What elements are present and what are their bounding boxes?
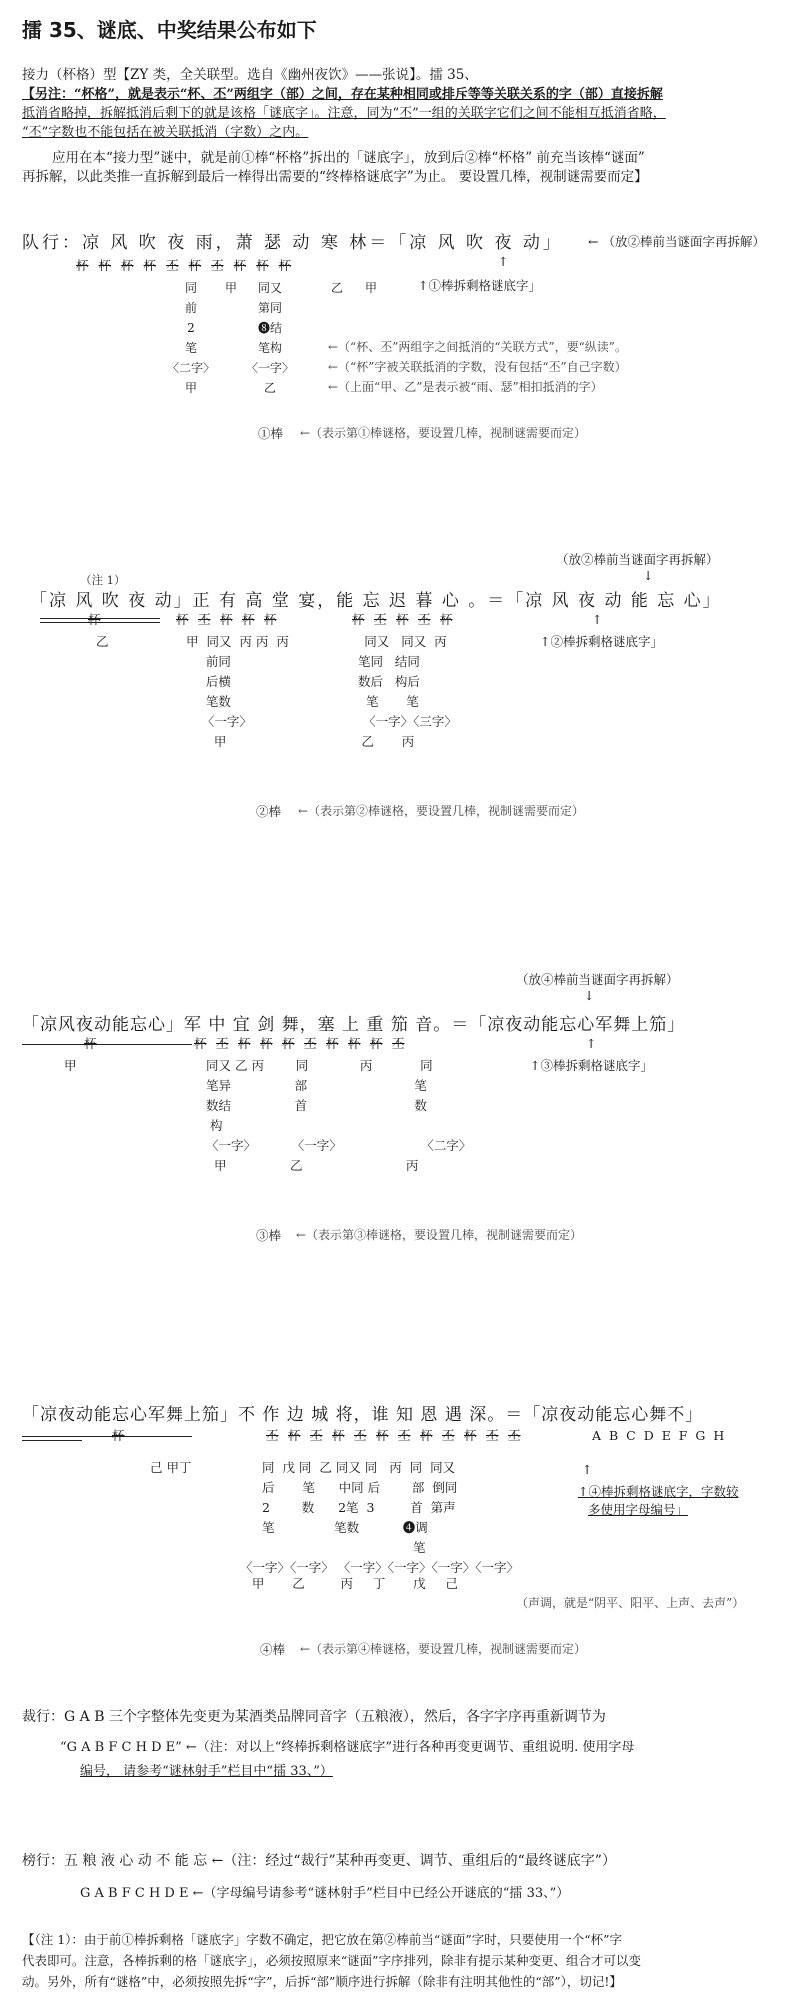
footnote-line-1: 【（注 1）：由于前①棒拆剩格「谜底字」字数不确定，把它放在第②棒前当“谜面”字时，只要使用一个“杯”字 [22, 1932, 622, 1947]
footnote-line-2: 代表即可。注意，各棒拆剩的格「谜底字」，必须按照原来“谜面”字序排列，除非有提示某种变更、组合才可以变 [22, 1953, 642, 1968]
bang-line-2: G A B F C H D E ←（字母编号请参考“谜林射手”栏目中已经公开谜底的“擂 33、”） [80, 1886, 570, 1901]
s3-mark: 杯 [348, 1036, 361, 1051]
s2-mark: 杯 [176, 612, 189, 627]
intro-line-4: “丕”字数也不能包括在被关联抵消（字数）之内。 [22, 125, 309, 140]
stick3-details: 同又 乙 丙 同 丙 同 笔异 部 笔 数结 首 数 构 〈一字〉 〈一字〉 〈二字〉 甲 乙 丙 [206, 1058, 472, 1173]
stick1-col-d1: 乙 [330, 281, 343, 295]
stick1-mark: 杯 [233, 258, 247, 273]
intro-line-2: 【另注：“杯格”，就是表示“杯、丕”两组字（部）之间，存在某种相同或排斥等等关联关系的字（部）直接拆解 [22, 87, 663, 102]
stick2-letter: 乙 [96, 634, 109, 649]
s2-mark: 丕 [418, 612, 431, 627]
stick2-marks [88, 610, 462, 628]
stick2-result-note: ↑②棒拆剩格谜底字」 [540, 634, 663, 649]
stick1-mark: 杯 [256, 258, 269, 273]
stick3-row: 「凉风夜动能忘心」军 中 宜 剑 舞，塞 上 重 笳 音。＝「凉夜动能忘心军舞上笳」 [22, 1015, 686, 1035]
s2-mark: 丕 [374, 612, 387, 627]
s2-mark: 杯 [396, 612, 409, 627]
stick3-letter: 甲 [64, 1058, 77, 1073]
stick4-underline-b [22, 1440, 82, 1441]
bang-line-1: 榜行：五 粮 液 心 动 不 能 忘 ←（注：经过“裁行”某种再变更、调节、重组后的“最终谜底字”） [22, 1853, 616, 1869]
s4-mark: 杯 [332, 1428, 345, 1443]
stick1-result-note: ↑①棒拆剩格谜底字」 [418, 278, 541, 293]
cai-line-2: “G A B F C H D E” ←（注：对以上“终棒拆剩格谜底字”进行各种再变更调节、重组说明. 使用字母 [60, 1740, 635, 1755]
stick1-mark: 杯 [76, 258, 89, 273]
stick3-label-note: ←（表示第③棒谜格，要设置几棒，视制谜需要而定） [296, 1228, 583, 1242]
stick4-letters-left: 己 甲丁 [150, 1460, 192, 1475]
cai-line-3: 编号， 请参考“谜林射手”栏目中“擂 33、”） [80, 1764, 333, 1779]
stick2-annotation: （注 1） [80, 573, 126, 587]
stick3-label: ③棒 [256, 1228, 282, 1243]
s4-mark: 丕 [310, 1428, 323, 1443]
s4-mark: 杯 [464, 1428, 477, 1443]
s4-mark: 丕 [354, 1428, 367, 1443]
stick1-arrow-note: ← （放②棒前当谜面字再拆解） [588, 234, 765, 249]
footnote-line-3: 动。另外，所有“谜格”中，必须按照先拆“字”，后拆“部”顺序进行拆解（除非有注明其他性的“部”），切记!】 [22, 1974, 622, 1989]
intro-line-1: 接力（杯格）型【ZY 类，全关联型。选自《幽州夜饮》——张说】。擂 35、 [22, 67, 478, 83]
stick3-marks [84, 1034, 414, 1052]
stick1-label-note: ←（表示第①棒谜格，要设置几棒，视制谜需要而定） [300, 426, 587, 440]
s3-mark: 杯 [84, 1036, 97, 1051]
s3-mark: 杯 [194, 1036, 207, 1051]
stick2-label: ②棒 [256, 804, 282, 819]
s4-mark: 杯 [112, 1428, 125, 1443]
stick3-result-note: ↑③棒拆剩格谜底字」 [530, 1058, 653, 1073]
s4-mark: 杯 [420, 1428, 433, 1443]
stick4-result-note-1: ↑④棒拆剩格谜底字，字数较 [578, 1484, 739, 1499]
stick1-note-2: ←（“杯”字被关联抵消的字数，没有包括“丕”自己字数） [328, 360, 627, 374]
intro-line-3: 抵消省略掉，拆解抵消后剩下的就是该格「谜底字」。注意，同为“丕”一组的关联字它们之间不能相互抵消省略， [22, 106, 666, 121]
page-title: 擂 35、谜底、中奖结果公布如下 [22, 18, 317, 42]
stick1-note-3: ←（上面“甲、乙”是表示被“雨、瑟”相扣抵消的字） [328, 380, 603, 394]
s3-mark: 丕 [216, 1036, 229, 1051]
s2-mark: 杯 [440, 612, 453, 627]
s2-mark: 杯 [88, 612, 101, 627]
stick1-label: ①棒 [258, 426, 284, 441]
stick1-mark: 丕 [166, 258, 179, 273]
s3-mark: 丕 [392, 1036, 405, 1051]
stick1-mark: 杯 [98, 258, 112, 273]
stick4-letters: A B C D E F G H [592, 1428, 727, 1443]
s3-mark: 杯 [326, 1036, 339, 1051]
stick1-mark: 杯 [278, 258, 292, 273]
s2-mark: 丕 [198, 612, 211, 627]
stick1-mark: 杯 [121, 258, 134, 273]
s4-mark: 丕 [266, 1428, 279, 1443]
s4-mark: 丕 [442, 1428, 455, 1443]
stick4-label-note: ←（表示第④棒谜格，要设置几棒，视制谜需要而定） [300, 1642, 587, 1656]
s3-mark: 杯 [260, 1036, 273, 1051]
stick1-col-a: 同 前 2 笔 〈二字〉 甲 [166, 281, 215, 395]
stick4-result-note-2: 多使用字母编号」 [588, 1502, 689, 1517]
stick2-row: 「凉 风 吹 夜 动」正 有 高 堂 宴，能 忘 迟 暮 心 。＝「凉 风 夜 动 能 忘 心」 [30, 591, 722, 611]
stick4-row: 「凉夜动能忘心军舞上笳」不 作 边 城 将，谁 知 恩 遇 深。＝「凉夜动能忘心舞不」 [22, 1405, 704, 1425]
stick1-row: 队行：凉 风 吹 夜 雨，萧 瑟 动 寒 林＝「凉 风 吹 夜 动」 [22, 233, 563, 253]
s4-mark: 丕 [398, 1428, 411, 1443]
stick1-col-c: 同又 第同 ❽结 笔构 〈一字〉 乙 [245, 281, 294, 395]
stick1-marks [76, 256, 301, 274]
intro-line-5: 应用在本“接力型”谜中，就是前①棒“杯格”拆出的「谜底字」，放到后②棒“杯格” 前充当该棒“谜面” [52, 150, 645, 166]
stick4-tone-note: （声调，就是“阴平、阳平、上声、去声”） [516, 1596, 745, 1610]
s4-mark: 丕 [508, 1428, 521, 1443]
s2-mark: 杯 [352, 612, 365, 627]
s4-mark: 丕 [486, 1428, 499, 1443]
stick2-top-note: （放②棒前当谜面字再拆解） [556, 552, 719, 567]
stick2-arrow-up: ↑ [592, 612, 603, 627]
s4-mark: 杯 [376, 1428, 389, 1443]
stick2-arrow-down: ↓ [643, 568, 654, 583]
stick3-arrow-up: ↑ [586, 1036, 597, 1051]
stick1-col-b: 甲 [224, 281, 237, 295]
s2-mark: 杯 [220, 612, 233, 627]
stick1-mark: 杯 [143, 258, 157, 273]
stick2-details: 甲 同又 丙 丙 丙 同又 同又 丙 前同 笔同 结同 后横 数后 构后 笔数 笔 笔 〈一字〉 〈一字〉〈三字〉 甲 乙 丙 [186, 634, 457, 749]
stick3-top-note: （放④棒前当谜面字再拆解） [516, 972, 679, 987]
stick1-col-d2: 甲 [364, 281, 377, 295]
stick4-details: 同 戊 同 乙 同又 同 丙 同 同又 后 笔 中同 后 部 倒同 2 数 2笔 3 首 第声 笔 笔数 ❹调 笔 [262, 1460, 458, 1555]
s3-mark: 丕 [304, 1036, 317, 1051]
stick1-arrow-up: ↑ [498, 254, 509, 269]
cai-line-1: 裁行：G A B 三个字整体先变更为某酒类品牌同音字（五粮液），然后，各字字序再重新调节为 [22, 1709, 606, 1725]
s2-mark: 杯 [242, 612, 255, 627]
stick4-marks [112, 1426, 530, 1444]
s3-mark: 杯 [238, 1036, 251, 1051]
stick1-note-1: ←（“杯、丕”两组字之间抵消的“关联方式”，要“纵读”。 [328, 340, 627, 354]
stick3-arrow-down: ↓ [584, 988, 595, 1003]
s3-mark: 杯 [282, 1036, 295, 1051]
stick2-label-note: ←（表示第②棒谜格，要设置几棒，视制谜需要而定） [298, 804, 585, 818]
stick4-arrow-up: ↑ [582, 1462, 593, 1477]
stick1-mark: 杯 [188, 258, 202, 273]
s2-mark: 杯 [264, 612, 277, 627]
stick1-mark: 丕 [211, 258, 224, 273]
intro-line-6: 再拆解，以此类推一直拆解到最后一棒得出需要的“终棒格谜底字”为止。 要设置几棒，视制谜需要而定】 [22, 169, 648, 185]
s4-mark: 杯 [288, 1428, 301, 1443]
s3-mark: 杯 [370, 1036, 383, 1051]
stick4-label: ④棒 [260, 1642, 286, 1657]
stick4-groups: 〈一字〉〈一字〉 〈一字〉〈一字〉〈一字〉〈一字〉 甲 乙 丙 丁 戊 己 [240, 1560, 519, 1591]
